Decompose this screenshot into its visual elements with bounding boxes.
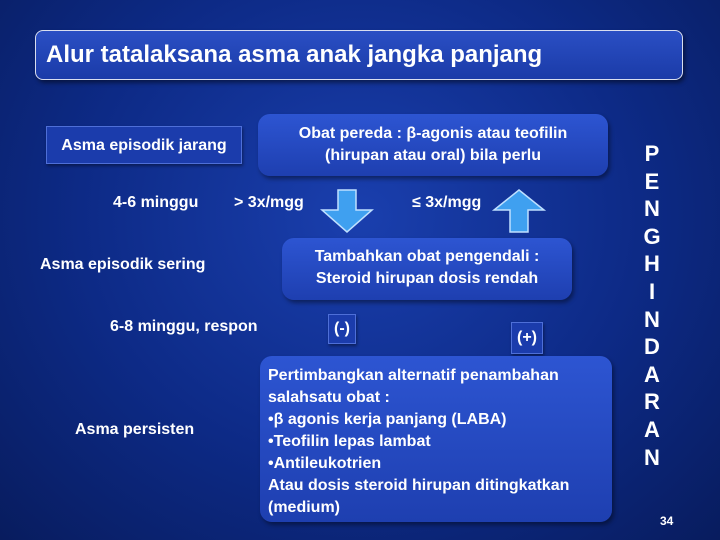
box-obat-pereda-line-1: Obat pereda : β-agonis atau teofilin xyxy=(298,125,568,142)
respon-negative xyxy=(328,314,356,344)
label-asma-episodik-sering: Asma episodik sering xyxy=(40,256,206,273)
box-alternatif-line-4: •Teofilin lepas lambat xyxy=(268,433,431,450)
side-letter: D xyxy=(644,334,660,360)
box-obat-pereda-line-2: (hirupan atau oral) bila perlu xyxy=(324,147,542,164)
box-alternatif-line-6: Atau dosis steroid hirupan ditingkatkan xyxy=(268,477,570,494)
box-alternatif-line-3: •β agonis kerja panjang (LABA) xyxy=(268,411,507,428)
box-alternatif-line-1: Pertimbangkan alternatif penambahan xyxy=(268,367,559,384)
side-letter: A xyxy=(644,416,660,442)
label-less-3x-mgg: ≤ 3x/mgg xyxy=(412,194,482,211)
respon-positive xyxy=(511,322,543,354)
label-6-8-minggu-respon: 6-8 minggu, respon xyxy=(110,318,258,335)
vertical-word-pengendali xyxy=(624,140,680,471)
box-tambahkan-obat xyxy=(282,238,572,300)
label-asma-episodik-jarang-text: Asma episodik jarang xyxy=(61,137,227,154)
arrow-up xyxy=(494,190,544,232)
label-asma-persisten: Asma persisten xyxy=(75,421,195,438)
side-letter: R xyxy=(644,389,660,415)
side-letter: N xyxy=(644,444,660,470)
side-letter: I xyxy=(648,278,656,304)
slide-title: Alur tatalaksana asma anak jangka panjang xyxy=(46,41,543,68)
side-letter: E xyxy=(644,168,660,194)
box-tambahkan-line-2: Steroid hirupan dosis rendah xyxy=(315,270,539,287)
box-alternatif-line-5: •Antileukotrien xyxy=(268,455,382,472)
box-tambahkan-line-1: Tambahkan obat pengendali : xyxy=(314,248,540,265)
arrow-down xyxy=(322,190,372,232)
side-letter: H xyxy=(644,251,660,277)
side-letter: A xyxy=(644,361,660,387)
side-letter: N xyxy=(644,196,660,222)
page-number: 34 xyxy=(660,514,674,528)
box-alternatif xyxy=(260,356,612,522)
box-alternatif-line-2: salahsatu obat : xyxy=(268,389,390,406)
respon-positive-text: (+) xyxy=(517,329,537,346)
side-letter: P xyxy=(644,141,660,166)
box-alternatif-line-7: (medium) xyxy=(268,499,340,516)
side-letter: G xyxy=(643,223,661,249)
side-letter: N xyxy=(644,306,660,332)
label-4-6-minggu: 4-6 minggu xyxy=(113,194,199,211)
respon-negative-text: (-) xyxy=(334,320,350,337)
label-more-3x-mgg: > 3x/mgg xyxy=(234,194,304,211)
